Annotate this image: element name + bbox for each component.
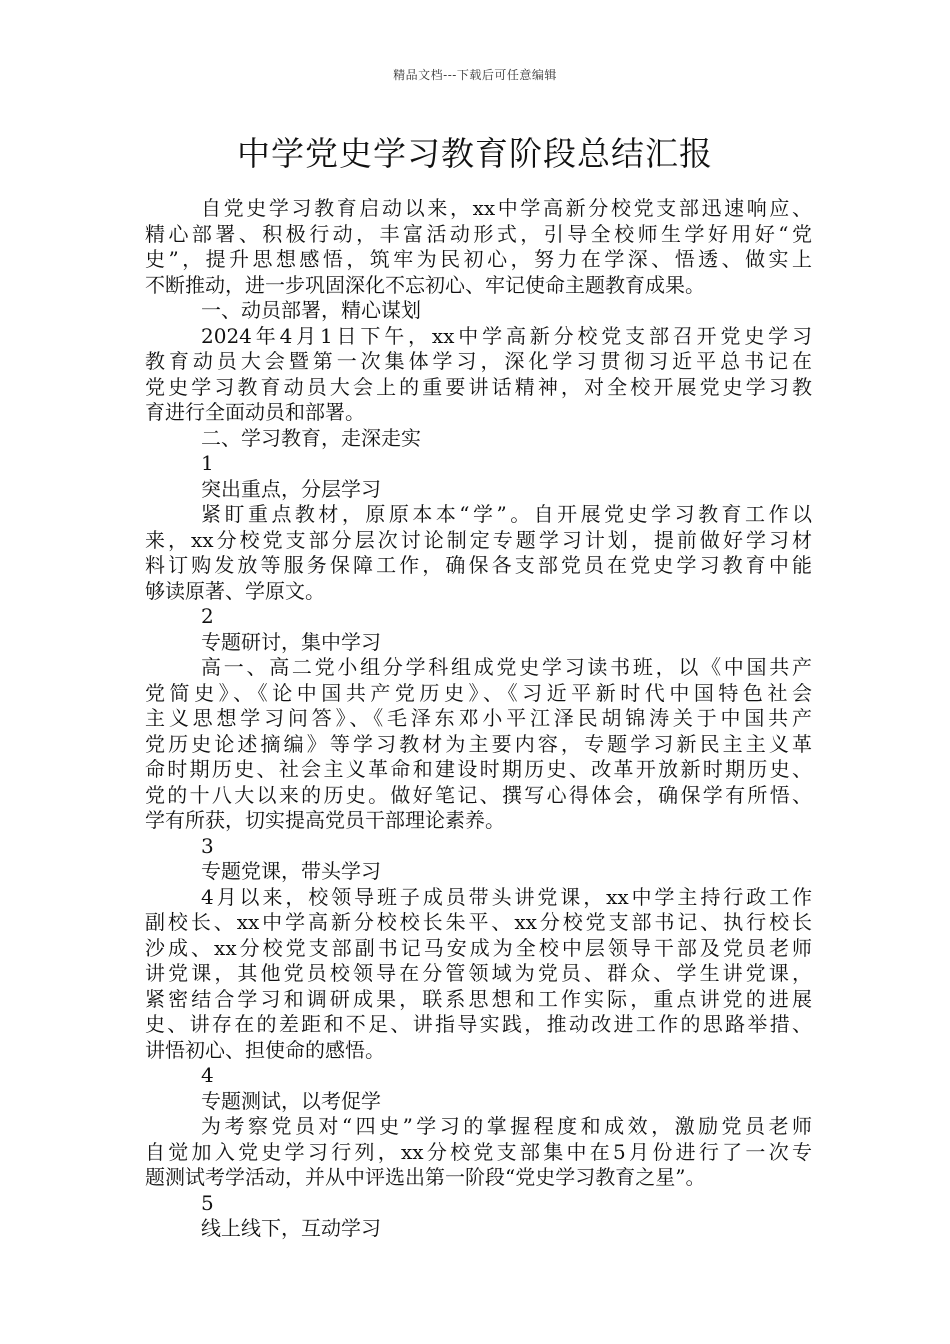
paragraph-line: 料订购发放等服务保障工作，确保各支部党员在党史学习教育中能 [145, 553, 812, 577]
paragraph-line: 自党史学习教育启动以来，xx中学高新分校党支部迅速响应、 [201, 196, 812, 220]
paragraph-line: 命时期历史、社会主义革命和建设时期历史、改革开放新时期历史、 [145, 757, 812, 781]
paragraph-line: 副校长、xx中学高新分校校长朱平、xx分校党支部书记、执行校长 [145, 910, 812, 934]
item-number: 4 [201, 1063, 214, 1087]
paragraph-line: 教育动员大会暨第一次集体学习，深化学习贯彻习近平总书记在 [145, 349, 812, 373]
paragraph-line: 来，xx分校党支部分层次讨论制定专题学习计划，提前做好学习材 [145, 527, 812, 552]
paragraph-line: 自觉加入党史学习行列，xx分校党支部集中在5月份进行了一次专 [145, 1139, 812, 1164]
paragraph-line: 精心部署、积极行动，丰富活动形式，引导全校师生学好用好“党 [145, 221, 812, 246]
section-heading: 线上线下，互动学习 [201, 1216, 381, 1240]
paragraph-line: 党史学习教育动员大会上的重要讲话精神，对全校开展党史学习教 [145, 374, 812, 399]
paragraph-line: 紧盯重点教材，原原本本“学”。自开展党史学习教育工作以 [201, 502, 812, 526]
paragraph-line: 讲悟初心、担使命的感悟。 [145, 1037, 385, 1062]
document-body [145, 196, 812, 1242]
paragraph-line: 2024年4月1日下午，xx中学高新分校党支部召开党史学习 [201, 323, 812, 348]
paragraph-line: 4月以来，校领导班子成员带头讲党课，xx中学主持行政工作 [201, 884, 812, 909]
section-heading: 突出重点，分层学习 [201, 476, 381, 501]
paragraph-line: 育进行全面动员和部署。 [145, 400, 365, 424]
paragraph-line: 紧密结合学习和调研成果，联系思想和工作实际，重点讲党的进展 [145, 986, 812, 1011]
item-number: 3 [201, 833, 214, 858]
paragraph-line: 够读原著、学原文。 [145, 578, 325, 603]
paragraph-line: 史、讲存在的差距和不足、讲指导实践，推动改进工作的思路举措、 [145, 1012, 812, 1036]
document-title: 中学党史学习教育阶段总结汇报 [237, 134, 713, 173]
paragraph-line: 不断推动，进一步巩固深化不忘初心、牢记使命主题教育成果。 [145, 272, 705, 297]
paragraph-line: 讲党课，其他党员校领导在分管领域为党员、群众、学生讲党课， [145, 961, 812, 985]
paragraph-line: 学有所获，切实提高党员干部理论素养。 [145, 808, 505, 832]
paragraph-line: 高一、高二党小组分学科组成党史学习读书班，以《中国共产 [201, 655, 812, 679]
paragraph-line: 题测试考学活动，并从中评选出第一阶段“党史学习教育之星”。 [145, 1165, 706, 1189]
section-heading: 专题测试，以考促学 [201, 1088, 381, 1113]
section-heading: 一、动员部署，精心谋划 [201, 298, 421, 322]
section-heading: 专题党课，带头学习 [201, 859, 381, 883]
paragraph-line: 党历史论述摘编》等学习教材为主要内容，专题学习新民主主义革 [145, 731, 812, 756]
item-number: 5 [201, 1190, 214, 1215]
paragraph-line: 主义思想学习问答》、《毛泽东邓小平江泽民胡锦涛关于中国共产 [145, 706, 812, 730]
paragraph-line: 沙成、xx分校党支部副书记马安成为全校中层领导干部及党员老师 [145, 935, 812, 960]
paragraph-line: 党简史》、《论中国共产党历史》、《习近平新时代中国特色社会 [145, 680, 812, 705]
paragraph-line: 为考察党员对“四史”学习的掌握程度和成效，激励党员老师 [201, 1114, 812, 1138]
paragraph-line: 党的十八大以来的历史。做好笔记、撰写心得体会，确保学有所悟、 [145, 782, 812, 807]
paragraph-line: 史”，提升思想感悟，筑牢为民初心，努力在学深、悟透、做实上 [145, 247, 812, 271]
section-heading: 二、学习教育，走深走实 [201, 425, 421, 450]
header-note: 精品文档---下载后可任意编辑 [393, 68, 557, 82]
section-heading: 专题研讨，集中学习 [201, 629, 381, 654]
item-number: 2 [201, 604, 214, 628]
item-number: 1 [201, 451, 214, 475]
